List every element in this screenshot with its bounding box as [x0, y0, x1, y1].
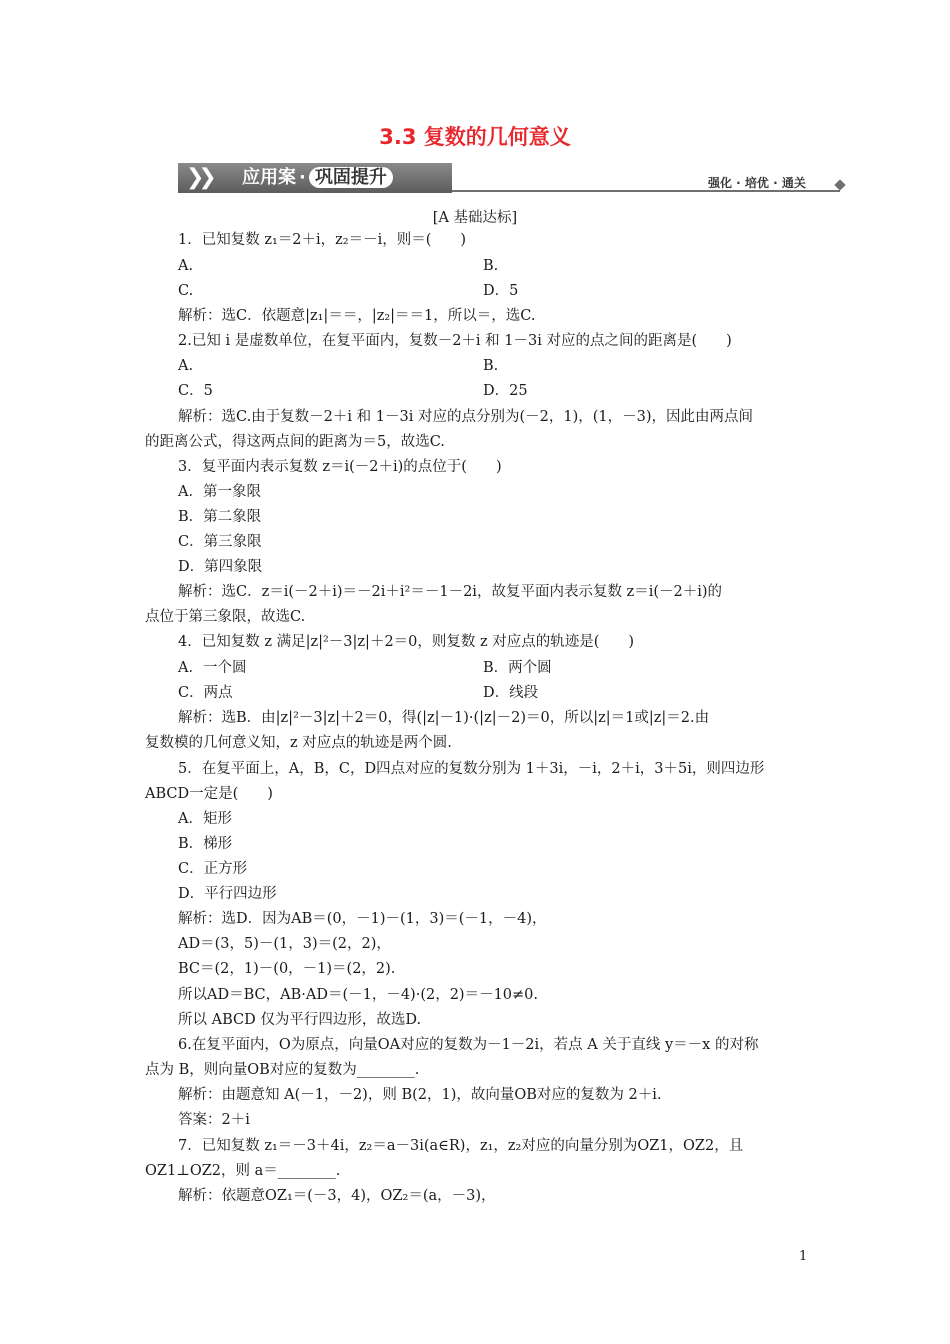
solution-7: 解析：依题意OZ₁＝(－3，4)，OZ₂＝(a，－3)， — [178, 1188, 496, 1204]
question-2: 2.已知 i 是虚数单位，在复平面内，复数－2＋i 和 1－3i 对应的点之间的距离是( ) — [178, 333, 732, 349]
solution-6: 解析：由题意知 A(－1，－2)，则 B(2，1)，故向量OB对应的复数为 2＋i. — [178, 1087, 662, 1103]
option-b: B．梯形 — [178, 836, 233, 852]
solution-3: 解析：选C．z＝i(－2＋i)＝－2i＋i²＝－1－2i，故复平面内表示复数 z＝i(－2＋i)的 — [178, 584, 723, 600]
solution-4: 解析：选B．由|z|²－3|z|＋2＝0，得(|z|－1)·(|z|－2)＝0，所以|z|＝1或|z|＝2.由 — [178, 710, 710, 726]
question-6: 6.在复平面内，O为原点，向量OA对应的复数为－1－2i，若点 A 关于直线 y＝－x 的对称 — [178, 1037, 759, 1053]
solution-4-cont: 复数模的几何意义知，z 对应点的轨迹是两个圆. — [145, 735, 452, 751]
option-d: D．25 — [483, 383, 528, 399]
option-b: B. — [483, 358, 499, 374]
question-5-cont: ABCD一定是( ) — [145, 786, 273, 802]
solution-5-line: AD＝(3，5)－(1，3)＝(2，2)， — [178, 936, 391, 952]
banner-lead: 应用案 — [242, 167, 296, 188]
option-c: C．5 — [178, 383, 213, 399]
option-a: A．第一象限 — [178, 484, 261, 500]
solution-5-line: 所以AD＝BC，AB·AD＝(－1，－4)·(2，2)＝－10≠0. — [178, 987, 539, 1003]
solution-5-line: BC＝(2，1)－(0，－1)＝(2，2). — [178, 961, 396, 977]
solution-5-line: 所以 ABCD 仅为平行四边形，故选D. — [178, 1012, 422, 1028]
solution-5: 解析：选D．因为AB＝(0，－1)－(1，3)＝(－1，－4)， — [178, 911, 547, 927]
banner-highlight: 巩固提升 — [309, 167, 393, 188]
option-a: A．一个圆 — [178, 660, 247, 676]
section-heading: [A 基础达标] — [432, 210, 518, 226]
solution-3-cont: 点位于第三象限，故选C. — [145, 609, 306, 625]
answer-6: 答案：2＋i — [178, 1112, 250, 1128]
option-a: A．矩形 — [178, 811, 232, 827]
question-6-cont: 点为 B，则向量OB对应的复数为________. — [145, 1062, 420, 1078]
option-c: C．两点 — [178, 685, 233, 701]
option-a: A. — [178, 258, 194, 274]
banner-separator: · — [299, 167, 306, 188]
question-7: 7．已知复数 z₁＝－3＋4i，z₂＝a－3i(a∈R)，z₁，z₂对应的向量分别为OZ1，OZ2，且 — [178, 1138, 744, 1154]
solution-1: 解析：选C．依题意|z₁|＝＝，|z₂|＝＝1，所以＝，选C. — [178, 308, 536, 324]
option-d: D．线段 — [483, 685, 539, 701]
option-d: D．平行四边形 — [178, 886, 277, 902]
option-b: B．两个圆 — [483, 660, 552, 676]
chevron-right-icon: ❯❯ — [186, 165, 211, 190]
page-number: 1 — [799, 1249, 808, 1264]
solution-2: 解析：选C.由于复数－2＋i 和 1－3i 对应的点分别为(－2，1)，(1，－3)，因此由两点间 — [178, 409, 753, 425]
option-d: D．5 — [483, 283, 519, 299]
header-tagline: 强化 · 培优 · 通关 — [708, 176, 806, 190]
question-1: 1．已知复数 z₁＝2＋i，z₂＝－i，则＝( ) — [178, 232, 467, 248]
option-b: B．第二象限 — [178, 509, 262, 525]
banner-label — [242, 163, 393, 193]
option-c: C. — [178, 283, 194, 299]
page-title: 3.3 复数的几何意义 — [379, 125, 571, 149]
question-4: 4．已知复数 z 满足|z|²－3|z|＋2＝0，则复数 z 对应点的轨迹是( ) — [178, 634, 635, 650]
option-c: C．正方形 — [178, 861, 248, 877]
question-5: 5．在复平面上，A，B，C，D四点对应的复数分别为 1＋3i，－i，2＋i，3＋5i，则四边形 — [178, 761, 765, 777]
solution-2-cont: 的距离公式，得这两点间的距离为＝5，故选C. — [145, 434, 445, 450]
option-d: D．第四象限 — [178, 559, 263, 575]
diamond-icon — [834, 179, 845, 190]
option-a: A. — [178, 358, 194, 374]
question-3: 3．复平面内表示复数 z＝i(－2＋i)的点位于( ) — [178, 459, 502, 475]
option-b: B. — [483, 258, 499, 274]
section-banner — [178, 163, 452, 193]
question-7-cont: OZ1⊥OZ2，则 a＝________. — [145, 1163, 341, 1179]
option-c: C．第三象限 — [178, 534, 262, 550]
